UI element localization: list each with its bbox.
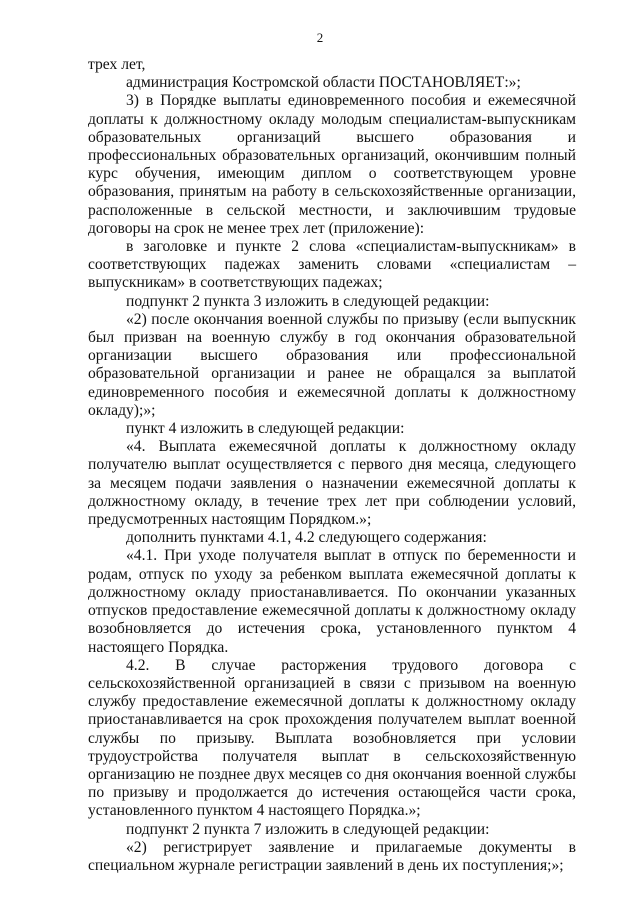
paragraph-title-amendment: в заголовке и пункте 2 слова «специалистам-выпускникам» в соответствующих падежах заменить словами «специалистам – выпускникам» в соответствующих падежах; xyxy=(88,238,576,292)
paragraph-resolution-clause: администрация Костромской области ПОСТАНОВЛЯЕТ:»; xyxy=(126,74,521,92)
paragraph-item-4-2: 4.2. В случае расторжения трудового договора с сельскохозяйственной организацией в связи с призывом на военную службу предоставление ежемесячной доплаты к должностному окладу приостанавливается на срок прохождения получателем выплат военной службы по призыву. Выплата возобновляется при условии трудоустройства получателя выплат в сельскохозяйственную организацию не позднее двух месяцев со дня окончания военной службы по призыву и продолжается до истечения остающейся части срока, установленного пунктом 4 настоящего Порядка.»; xyxy=(88,656,576,820)
paragraph-subitem-2-text: «2) после окончания военной службы по призыву (если выпускник был призван на военную службу в год окончания образовательной организации высшего образования или профессиональной образовательной организации и ранее не обращался за выплатой единовременного пособия и ежемесячной доплаты к должностному окладу);»; xyxy=(88,310,576,419)
paragraph-subitem-2-item-7-heading: подпункт 2 пункта 7 изложить в следующей редакции: xyxy=(126,820,490,838)
paragraph-continuation: трех лет, xyxy=(88,56,146,73)
page-number: 2 xyxy=(316,30,324,45)
paragraph-item-4-heading: пункт 4 изложить в следующей редакции: xyxy=(126,420,405,438)
document-body xyxy=(88,56,576,875)
paragraph-subitem-2-item-7-text: «2) регистрирует заявление и прилагаемые документы в специальном журнале регистрации заявлений в день их поступления;»; xyxy=(88,838,576,874)
paragraph-item-4-1: «4.1. При уходе получателя выплат в отпуск по беременности и родам, отпуск по уходу за ребенком выплата ежемесячной доплаты к должностному окладу приостанавливается. По окончании указанных отпусков предоставление ежемесячной доплаты к должностному окладу возобновляется до истечения срока, установленного пунктом 4 настоящего Порядка. xyxy=(88,547,576,656)
paragraph-items-4-1-4-2-heading: дополнить пунктами 4.1, 4.2 следующего содержания: xyxy=(126,529,487,547)
paragraph-subitem-2-item-3-heading: подпункт 2 пункта 3 изложить в следующей редакции: xyxy=(126,292,490,310)
paragraph-item-3: 3) в Порядке выплаты единовременного пособия и ежемесячной доплаты к должностному окладу молодым специалистам-выпускникам образовательных организаций высшего образования и профессиональных образовательных организаций, окончившим полный курс обучения, имеющим диплом о соответствующем уровне образования, принятым на работу в сельскохозяйственные организации, расположенные в сельской местности, и заключившим трудовые договоры на срок не менее трех лет (приложение): xyxy=(88,92,576,237)
paragraph-item-4-text: «4. Выплата ежемесячной доплаты к должностному окладу получателю выплат осуществляется с первого дня месяца, следующего за месяцем подачи заявления о назначении ежемесячной доплаты к должностному окладу, в течение трех лет при соблюдении условий, предусмотренных настоящим Порядком.»; xyxy=(88,438,576,529)
